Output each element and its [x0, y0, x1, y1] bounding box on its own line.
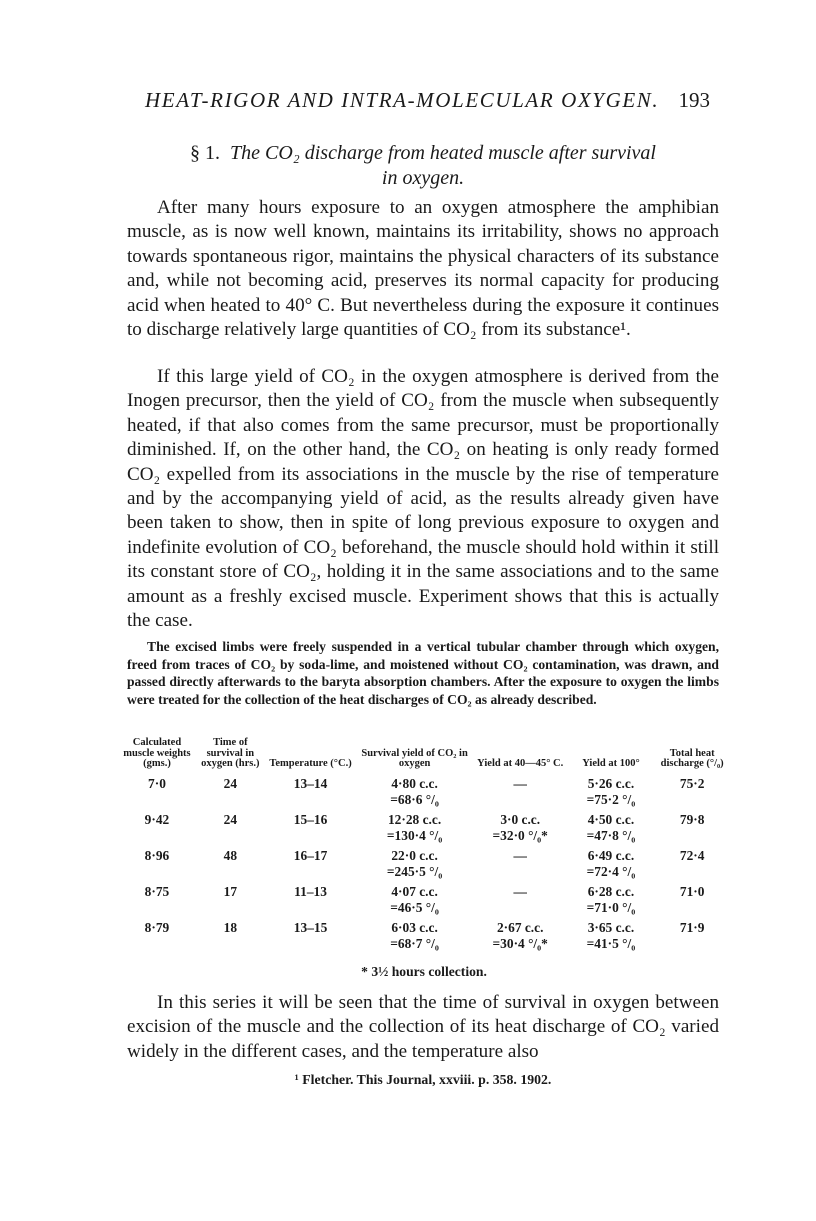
survival-amount: 4·80 c.c.	[391, 775, 438, 791]
yield100-percent: =71·0 °/₀	[586, 900, 636, 915]
yield40-percent: =30·4 °/₀*	[492, 936, 548, 951]
yield40-amount: —	[513, 847, 527, 863]
section-title-line1: The CO₂ discharge from heated muscle after survival	[230, 142, 656, 164]
yield100-amount: 5·26 c.c.	[587, 775, 635, 791]
yield100-amount: 4·50 c.c.	[587, 811, 635, 827]
section-heading	[128, 141, 718, 191]
cell-temperature: 13–15	[293, 919, 328, 935]
survival-amount: 12·28 c.c.	[387, 811, 442, 827]
cell-time: 17	[223, 883, 238, 899]
yield40-amount: —	[513, 775, 527, 791]
col-total-header: Total heat discharge (°/₀)	[660, 747, 724, 769]
col-survival-yield-header: Survival yield of CO₂ in oxygen	[361, 747, 468, 769]
table-header-row	[120, 738, 728, 776]
col-weight-header: Calculated muscle weights (gms.)	[123, 737, 191, 769]
yield40-percent: =32·0 °/₀*	[492, 828, 548, 843]
page-footnote: ¹ Fletcher. This Journal, xxviii. p. 358. 1902.	[294, 1072, 552, 1087]
closing-paragraph: In this series it will be seen that the time of survival in oxygen between excision of the muscle and the collection of its heat discharge of CO₂ varied widely in the different cases, and the temperature also	[127, 992, 719, 1062]
table-row	[120, 884, 728, 920]
cell-yield-100	[566, 884, 657, 920]
cell-temperature: 11–13	[294, 883, 327, 899]
yield100-percent: =72·4 °/₀	[586, 864, 636, 879]
section-number: § 1.	[190, 142, 221, 164]
cell-temperature: 16–17	[293, 847, 328, 863]
survival-percent: =68·7 °/₀	[390, 936, 439, 951]
survival-percent: =68·6 °/₀	[390, 792, 439, 807]
survival-amount: 22·0 c.c.	[391, 847, 438, 863]
cell-yield-40	[475, 812, 566, 848]
cell-survival-yield	[354, 812, 475, 848]
col-time-header: Time of survival in oxygen (hrs.)	[201, 737, 260, 769]
cell-weight: 9·42	[144, 811, 170, 827]
cell-yield-100	[566, 848, 657, 884]
cell-yield-40	[475, 776, 566, 812]
col-yield-100-header: Yield at 100°	[582, 758, 640, 769]
cell-yield-100	[566, 812, 657, 848]
yield100-amount: 6·28 c.c.	[587, 883, 635, 899]
cell-time: 24	[223, 775, 238, 791]
section-title-line2: in oxygen.	[381, 167, 465, 189]
cell-survival-yield	[354, 920, 475, 956]
yield100-percent: =75·2 °/₀	[586, 792, 636, 807]
cell-total: 79·8	[679, 811, 705, 827]
yield40-amount: —	[513, 883, 527, 899]
cell-time: 18	[223, 919, 238, 935]
yield100-amount: 3·65 c.c.	[587, 919, 635, 935]
yield100-percent: =41·5 °/₀	[586, 936, 636, 951]
cell-survival-yield	[354, 776, 475, 812]
table-row	[120, 812, 728, 848]
cell-weight: 8·79	[144, 919, 170, 935]
cell-time: 48	[223, 847, 238, 863]
cell-weight: 8·75	[144, 883, 170, 899]
cell-yield-100	[566, 776, 657, 812]
paragraph-1: After many hours exposure to an oxygen atmosphere the amphibian muscle, as is now well known, maintains its irritability, shows no approach towards spontaneous rigor, maintains the physical characters of its substance and, while not becoming acid, preserves its normal capacity for producing acid when heated to 40° C. But nevertheless during the exposure it continues to discharge relatively large quantities of CO₂ from its substance¹.	[127, 197, 719, 341]
survival-percent: =245·5 °/₀	[386, 864, 443, 879]
cell-yield-40	[475, 920, 566, 956]
cell-yield-40	[475, 884, 566, 920]
cell-survival-yield	[354, 884, 475, 920]
table-row	[120, 920, 728, 956]
survival-percent: =46·5 °/₀	[390, 900, 439, 915]
col-temperature-header: Temperature (°C.)	[269, 758, 352, 769]
cell-weight: 7·0	[148, 775, 166, 791]
table-row	[120, 776, 728, 812]
yield100-percent: =47·8 °/₀	[586, 828, 636, 843]
paragraph-2: If this large yield of CO₂ in the oxygen atmosphere is derived from the Inogen precursor, then the yield of CO₂ from the muscle when subsequently heated, if that also comes from the same precursor, must be proportionally diminished. If, on the other hand, the CO₂ on heating is only ready formed CO₂ expelled from its associations in the muscle by the rise of temperature and by the accompanying yield of acid, as the results already given have been taken to show, then in spite of long previous exposure to oxygen and indefinite evolution of CO₂ beforehand, the muscle should hold within it still its constant store of CO₂, holding it in the same associations and to the same amount as a freshly excised muscle. Experiment shows that this is actually the case.	[127, 366, 719, 632]
table-footnote: * 3½ hours collection.	[361, 964, 487, 979]
running-title: HEAT-RIGOR AND INTRA-MOLECULAR OXYGEN.	[145, 88, 660, 112]
survival-percent: =130·4 °/₀	[386, 828, 443, 843]
survival-amount: 6·03 c.c.	[391, 919, 438, 935]
running-head	[145, 88, 710, 118]
table-row	[120, 848, 728, 884]
methods-note: The excised limbs were freely suspended in a vertical tubular chamber through which oxygen, freed from traces of CO₂ by soda-lime, and moistened without CO₂ contamination, was drawn, and passed directly afterwards to the baryta absorption chambers. After the exposure to oxygen the limbs were treated for the collection of the heat discharges of CO₂ as already described.	[127, 639, 719, 707]
results-table	[120, 738, 728, 956]
cell-survival-yield	[354, 848, 475, 884]
cell-temperature: 15–16	[293, 811, 328, 827]
cell-weight: 8·96	[144, 847, 170, 863]
page-number: 193	[678, 88, 710, 112]
survival-amount: 4·07 c.c.	[391, 883, 438, 899]
cell-yield-40	[475, 848, 566, 884]
col-yield-40-header: Yield at 40—45° C.	[477, 758, 564, 769]
yield100-amount: 6·49 c.c.	[587, 847, 635, 863]
cell-total: 72·4	[679, 847, 705, 863]
yield40-amount: 2·67 c.c.	[496, 919, 544, 935]
yield40-amount: 3·0 c.c.	[500, 811, 541, 827]
cell-total: 75·2	[679, 775, 705, 791]
cell-total: 71·0	[679, 883, 705, 899]
cell-yield-100	[566, 920, 657, 956]
cell-time: 24	[223, 811, 238, 827]
cell-total: 71·9	[679, 919, 705, 935]
cell-temperature: 13–14	[293, 775, 328, 791]
